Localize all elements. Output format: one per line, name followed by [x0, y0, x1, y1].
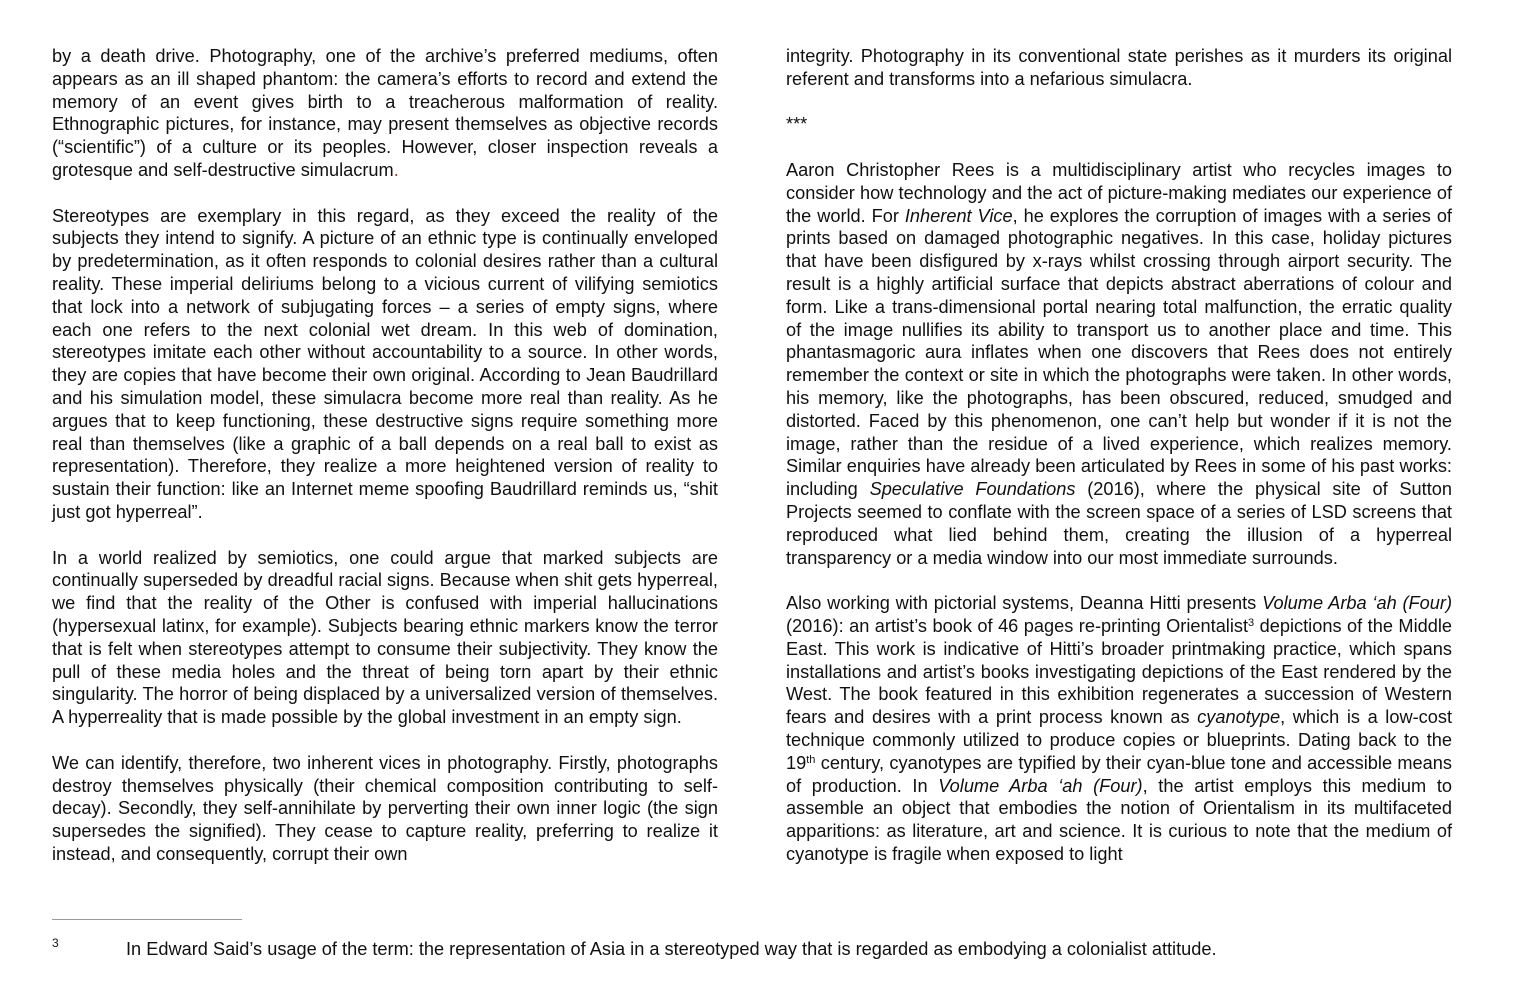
artwork-title: Inherent Vice [904, 205, 1013, 226]
red-period: . [393, 159, 399, 180]
paragraph: Stereotypes are exemplary in this regard, as they exceed the reality of the subjects they intend to signify. A picture of an ethnic type is continually enveloped by predetermination, as it often responds to colonial desires rather than a cultural reality. These imperial deliriums belong to a vicious current of vilifying semiotics that lock into a network of subjugating forces – a series of empty signs, where each one refers to the next colonial wet dream. In this web of domination, stereotypes imitate each other without accountability to a source. In other words, they are copies that have become their own original. According to Jean Baudrillard and his simulation model, these simulacra become more real than reality. As he argues that to keep functioning, these destructive signs require something more real than themselves (like a graphic of a ball depends on a real ball to exist as representation). Therefore, they realize a more heightened version of reality to sustain their function: like an Internet meme spoofing Baudrillard reminds us, “shit just got hyperreal”. [52, 205, 718, 522]
paragraph: by a death drive. Photography, one of the archive’s preferred mediums, often appears as an ill shaped phantom: the camera’s efforts to record and extend the memory of an event gives birth to a treacherous malformation of reality. Ethnographic pictures, for instance, may present themselves as objective records (“scientific”) of a culture or its peoples. However, closer inspection reveals a grotesque and self-destructive simulacrum. [52, 46, 718, 180]
footnote-number: 3 [52, 936, 59, 950]
section-separator: *** [786, 114, 808, 135]
artwork-title: Speculative Foundations [869, 479, 1076, 500]
term: cyanotype [1197, 707, 1281, 728]
left-column [52, 45, 718, 866]
paragraph: We can identify, therefore, two inherent vices in photography. Firstly, photographs destroy themselves physically (their chemical composition contributing to self-decay). Secondly, they self-annihilate by perverting their own inner logic (the sign supersedes the signified). They cease to capture reality, preferring to realize it instead, and consequently, corrupt their own [52, 752, 718, 864]
paragraph: Also working with pictorial systems, Deanna Hitti presents Volume Arba ‘ah (Four) (2016): an artist’s book of 46 pages re-printing Orientalist$^3$ depictions of the Middle East. This work is indicative of Hitti’s broader printmaking practice, which spans installations and artist’s books investigating depictions of the East rendered by the West. The book featured in this exhibition regenerates a succession of Western fears and desires with a print process known as cyanotype, which is a low-cost technique commonly utilized to produce copies or blueprints. Dating back to the 19th century, cyanotypes are typified by their cyan-blue tone and accessible means of production. In Volume Arba ‘ah (Four), the artist employs this medium to assemble an object that embodies the notion of Orientalism in its multifaceted apparitions: as literature, art and science. It is curious to note that the medium of cyanotype is fragile when exposed to light [786, 593, 1453, 864]
paragraph: In a world realized by semiotics, one could argue that marked subjects are continually superseded by dreadful racial signs. Because when shit gets hyperreal, we find that the reality of the Other is confused with imperial hallucinations (hypersexual latinx, for example). Subjects bearing ethnic markers know the terror that is felt when stereotypes attempt to consume their subjectivity. They know the pull of these media holes and the threat of being torn apart by their ethnic singularity. The horror of being displaced by a universalized version of themselves. A hyperreality that is made possible by the global investment in an empty sign. [52, 547, 718, 728]
footnote-divider [52, 919, 242, 920]
footnote-ref[interactable]: 3 [1248, 616, 1255, 629]
artwork-title: Volume Arba ‘ah (Four) [938, 775, 1143, 796]
paragraph: integrity. Photography in its conventional state perishes as it murders its original referent and transforms into a nefarious simulacra. [786, 46, 1452, 89]
right-column [786, 45, 1452, 866]
artwork-title: Volume Arba ‘ah (Four) [1262, 593, 1452, 614]
footnote-text: In Edward Said’s usage of the term: the representation of Asia in a stereotyped way that is regarded as embodying a colonialist attitude. [126, 939, 1217, 959]
paragraph: Aaron Christopher Rees is a multidisciplinary artist who recycles images to consider how technology and the act of picture-making mediates our experience of the world. For Inherent Vice, he explores the corruption of images with a series of prints based on damaged photographic negatives. In this case, holiday pictures that have been disfigured by x-rays whilst crossing through airport security. The result is a highly artificial surface that depicts abstract aberrations of colour and form. Like a trans-dimensional portal nearing total malfunction, the erratic quality of the image nullifies its ability to transport us to another place and time. This phantasmagoric aura inflates when one discovers that Rees does not entirely remember the context or site in which the photographs were taken. In other words, his memory, like the photographs, has been obscured, reduced, smudged and distorted. Faced by this phenomenon, one can’t help but wonder if it is not the image, rather than the residue of a lived experience, which realizes memory. Similar enquiries have already been articulated by Rees in some of his past works: including Speculative Foundations (2016), where the physical site of Sutton Projects seemed to conflate with the screen space of a series of LSD screens that reproduced what lied behind them, creating the illusion of a hyperreal transparency or a media window into our most immediate surrounds. [786, 159, 1453, 568]
ordinal-suffix: th [806, 753, 816, 766]
